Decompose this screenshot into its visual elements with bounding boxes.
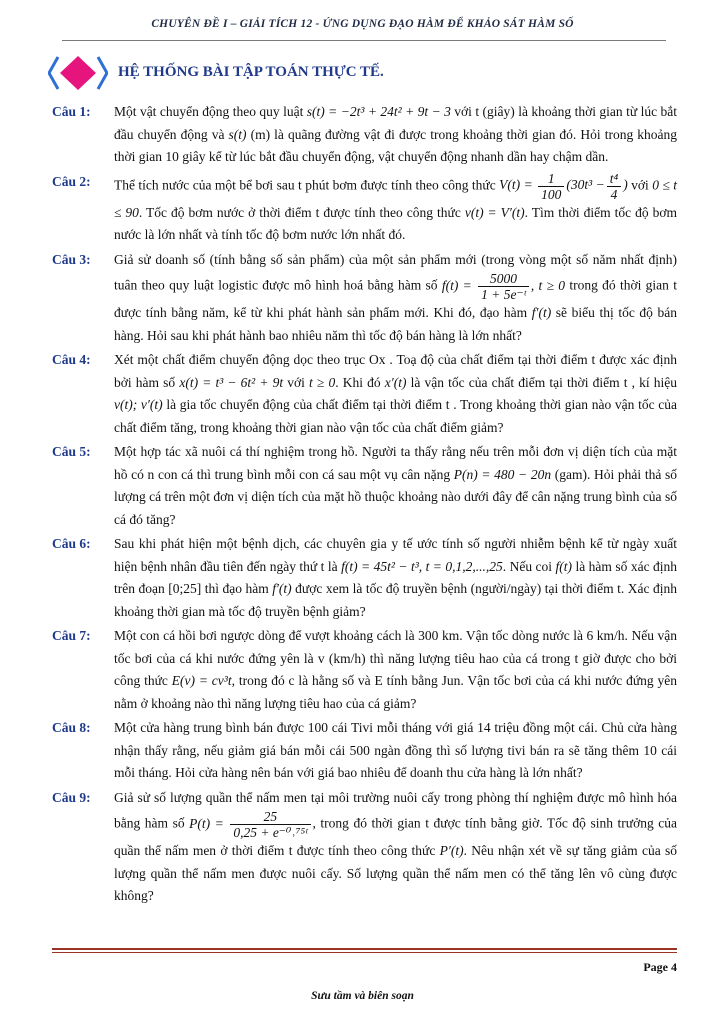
text-run: với t (giây) là khoảng thời gian từ lúc bắt đầu chuyển động và	[114, 104, 677, 142]
text-run: Giả sử số lượng quần thể nấm men tại môi trường nuôi cấy trong phòng thí nghiệm được mô hình hóa bằng hàm số	[114, 789, 677, 831]
question-label: Câu 6:	[52, 536, 91, 551]
fraction	[538, 171, 564, 202]
formula-lhs: V(t) =	[499, 177, 533, 193]
text-run: trong đó thời gian t được tính bằng năm, kể từ khi phát hành sản phẩm mới. Khi đó, đạo hàm	[114, 277, 677, 320]
text-run: với	[283, 374, 310, 390]
text-run: . Nêu nhận xét về sự tăng giảm của số lượng quần thể nấm men được nuôi cấy. Số lượng quần thể nấm men có thể tăng lên vô cùng được không?	[114, 843, 677, 903]
formula: E(v) = cv³t,	[171, 673, 235, 688]
question-5	[52, 441, 677, 531]
formula: P(n) = 480 − 20n	[453, 466, 552, 482]
formula-part: (30t³ −	[566, 177, 605, 193]
text-run: là vận tốc của chất điểm tại thời điểm t , kí hiệu	[406, 374, 678, 390]
text-run: với	[627, 177, 653, 193]
numerator: 5000	[478, 271, 529, 287]
text-run: trong đó c là hằng số và E tính bằng Jun. Vận tốc bơi của cá khi nước đứng yên nằm ở khoảng nào thì năng lượng tiêu hao của cá giảm?	[114, 673, 677, 711]
numerator: 25	[230, 809, 310, 825]
text-run: sẽ biểu thị tốc độ bán hàng. Hỏi sau khi phát hành bao nhiêu năm thì tốc độ bán hàng là lớn nhất?	[114, 305, 677, 343]
text-run: là gia tốc chuyển động của chất điểm tại thời điểm t . Trong khoảng thời gian nào vận tốc của chất điểm tăng, trong khoảng thời gian nào vận tốc của chất điểm giảm?	[114, 397, 677, 435]
formula: t ≥ 0	[309, 374, 336, 390]
header-divider	[62, 40, 666, 41]
fraction	[230, 809, 310, 840]
question-label: Câu 2:	[52, 173, 91, 189]
question-6	[52, 533, 677, 623]
question-label: Câu 1:	[52, 104, 91, 119]
text-run: Một cửa hàng trung bình bán được 100 cái Tivi mỗi tháng với giá 14 triệu đồng một cái. Chủ cửa hàng nhận thấy rằng, nếu giảm giá bán mỗi cái 500 ngàn đồng thì số lượng tivi bán ra sẽ tăng thêm 10 cái mỗi tháng. Hỏi cửa hàng nên bán với giá bao nhiêu để doanh thu cửa hàng là lớn nhất?	[114, 720, 677, 780]
formula	[499, 170, 628, 202]
formula: f′(t)	[531, 305, 552, 320]
formula-part: )	[623, 177, 628, 193]
question-label: Câu 3:	[52, 251, 91, 267]
question-label: Câu 4:	[52, 352, 91, 367]
formula	[189, 809, 312, 840]
text-run: Sau khi phát hiện một bệnh dịch, các chuyên gia y tế ước tính số người nhiễm bệnh kể từ ngày xuất hiện bệnh nhân đầu tiên đến ngày thứ t là	[114, 536, 677, 574]
text-run: (m) là quãng đường vật đi được trong khoảng thời gian đó. Hỏi trong khoảng thời gian 10 giây kể từ lúc bắt đầu chuyển động, vật chuyển động nhanh dần hay chậm dần.	[114, 126, 678, 164]
formula: P′(t)	[439, 843, 464, 858]
formula-part: , t ≥ 0	[530, 277, 566, 293]
formula: f′(t)	[272, 581, 292, 596]
page-number: Page 4	[643, 960, 677, 974]
question-text	[114, 533, 677, 623]
text-run: Một con cá hồi bơi ngược dòng để vượt khoảng cách là 300 km. Vận tốc dòng nước là 6 km/h. Nếu vận tốc bơi của cá khi nước đứng yên là v (km/h) thì năng lượng tiêu hao của cá trong t giờ được cho bởi công thức	[114, 628, 677, 688]
denominator: 100	[541, 186, 562, 202]
question-2	[52, 171, 677, 247]
question-text	[114, 441, 677, 531]
question-text	[114, 625, 677, 715]
denominator: 1 + 5e⁻ᵗ	[481, 287, 526, 302]
footer-divider-thin	[52, 952, 677, 953]
formula: s(t) = −2t³ + 24t² + 9t − 3	[306, 104, 451, 119]
text-run: . Nếu coi	[502, 558, 556, 574]
question-label: Câu 5:	[52, 444, 91, 459]
text-run: (gam). Hỏi phải thả số lượng cá trên một đơn vị diện tích của mặt hồ thuộc khoảng nào dưới đây để cân nặng trung bình của số cá đó tăng?	[114, 466, 677, 527]
question-3	[52, 249, 677, 348]
formula: 0 ≤ t ≤ 90	[114, 177, 677, 220]
numerator: 1	[538, 171, 564, 187]
denominator: 4	[610, 186, 618, 202]
question-label: Câu 8:	[52, 720, 91, 735]
question-list	[52, 101, 677, 910]
text-run: được xem là tốc độ truyền bệnh (người/ngày) tại thời điểm t. Xác định khoảng thời gian mà tốc độ truyền bệnh giảm?	[114, 581, 677, 619]
numerator: t⁴	[607, 171, 621, 187]
text-run: Xét một chất điểm chuyển động dọc theo trục Ox . Toạ độ của chất điểm tại thời điểm t được xác định bởi hàm số	[114, 352, 677, 390]
question-7	[52, 625, 677, 715]
question-4	[52, 349, 677, 439]
footer-divider	[52, 948, 677, 950]
formula: f(t)	[555, 558, 572, 574]
formula: s(t)	[228, 126, 247, 142]
text-run: . Khi đó	[335, 374, 385, 390]
formula	[441, 271, 566, 302]
text-run: Giả sử doanh số (tính bằng số sản phẩm) của một sản phẩm mới (trong vòng một số năm nhất định) tuân theo quy luật logistic được mô hình hoá bằng hàm số	[114, 251, 677, 293]
fraction	[607, 171, 621, 202]
section-title: HỆ THỐNG BÀI TẬP TOÁN THỰC TẾ.	[118, 64, 384, 80]
fraction	[478, 271, 529, 302]
formula: v(t); v′(t)	[114, 397, 163, 412]
question-text	[114, 249, 677, 348]
formula: f(t) = 45t² − t³, t = 0,1,2,...,25	[341, 558, 503, 574]
text-run: . Tốc độ bơm nước ở thời điểm t được tính theo công thức	[138, 204, 465, 220]
question-1	[52, 101, 677, 169]
question-text	[114, 101, 677, 169]
question-text	[114, 349, 677, 439]
text-run: Một hợp tác xã nuôi cá thí nghiệm trong hồ. Người ta thấy rằng nếu trên mỗi đơn vị diện tích của mặt hồ có n con cá thì trung bình mỗi con cá sau một vụ cân nặng	[114, 444, 677, 482]
text-run: , trong đó thời gian t được tính bằng giờ. Tốc độ sinh trưởng của quần thể nấm men ở thời điểm t được tính theo công thức	[114, 815, 677, 858]
denominator: 0,25 + e⁻⁰˒⁷⁵ᵗ	[233, 825, 308, 840]
question-label: Câu 7:	[52, 628, 91, 643]
section-heading	[48, 55, 648, 91]
formula-lhs: f(t) =	[441, 277, 472, 293]
footer-credit: Sưu tầm và biên soạn	[311, 990, 414, 1002]
diamond-badge-icon	[48, 55, 108, 91]
question-text	[114, 787, 677, 908]
question-text	[114, 171, 677, 247]
question-label: Câu 9:	[52, 789, 91, 805]
question-text	[114, 717, 677, 785]
formula: v(t) = V′(t)	[464, 204, 525, 220]
text-run: là hàm số xác định trên đoạn [0;25] thì đạo hàm	[114, 558, 678, 596]
text-run: . Tìm thời điểm tốc độ bơm nước là lớn nhất và tính tốc độ bơm nước lớn nhất đó.	[114, 204, 677, 242]
formula-lhs: P(t) =	[189, 815, 224, 831]
running-header: CHUYÊN ĐỀ I – GIẢI TÍCH 12 - ỨNG DỤNG ĐẠO HÀM ĐỂ KHẢO SÁT HÀM SỐ	[151, 18, 574, 30]
question-8	[52, 717, 677, 785]
question-9	[52, 787, 677, 908]
formula: x′(t)	[384, 374, 407, 390]
text-run: Thể tích nước của một bể bơi sau t phút bơm được tính theo công thức	[114, 177, 500, 193]
text-run: Một vật chuyển động theo quy luật	[114, 104, 307, 119]
formula: x(t) = t³ − 6t² + 9t	[179, 374, 284, 390]
